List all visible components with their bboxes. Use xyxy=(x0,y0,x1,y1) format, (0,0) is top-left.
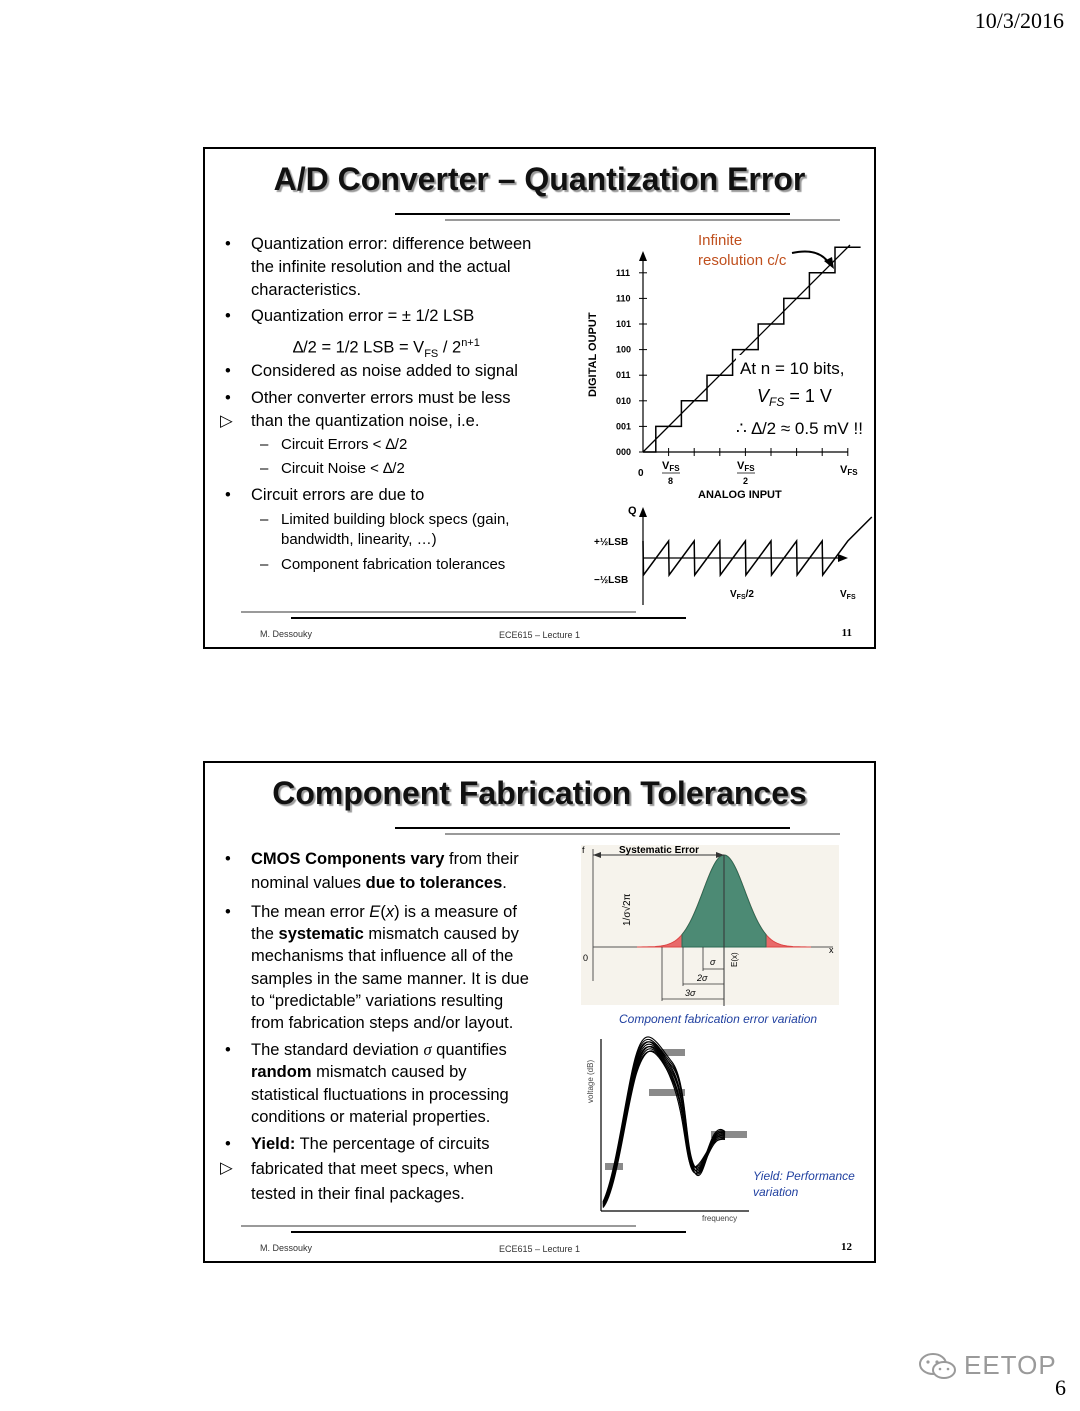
yield-curves xyxy=(603,1037,725,1208)
q-arrow-icon xyxy=(639,507,647,517)
bullet-text: Quantization error = ± 1/2 LSB xyxy=(251,307,475,325)
voltage-label: voltage (dB) xyxy=(586,1059,595,1103)
infinite-label-l1: Infinite xyxy=(698,232,743,249)
x-label: x xyxy=(829,945,834,955)
bullet-text: random mismatch caused by xyxy=(251,1063,467,1081)
slide-11 xyxy=(203,147,876,649)
sub-bullet-text: bandwidth, linearity, …) xyxy=(281,531,437,548)
bullet-text: mechanisms that influence all of the xyxy=(251,947,514,965)
dash: – xyxy=(260,460,269,477)
footer-author: M. Dessouky xyxy=(260,629,313,639)
bullet-text: Other converter errors must be less xyxy=(251,389,511,407)
frequency-label: frequency xyxy=(702,1214,738,1223)
bullet-text: The mean error E(x) is a measure of xyxy=(251,903,517,921)
three-sigma-label: 3σ xyxy=(685,988,696,998)
lsb-equation: ∆/2 = 1/2 LSB = $V_{FS} / 2^{n+1}$ xyxy=(293,337,480,360)
slide-title: A/D Converter – Quantization Error xyxy=(273,161,806,197)
y-code-101: 101 xyxy=(616,319,632,329)
triangle-marker-icon: ▷ xyxy=(220,1159,233,1177)
bullet-text: conditions or material properties. xyxy=(251,1108,491,1126)
yield-curve xyxy=(603,1042,725,1204)
bullet-text: Quantization error: difference between xyxy=(251,235,532,253)
bullet-text: from fabrication steps and/or layout. xyxy=(251,1014,514,1032)
f-label: f xyxy=(582,845,585,855)
note-l3: ∴ ∆/2 ≈ 0.5 mV !! xyxy=(736,419,863,438)
footer-rule-light xyxy=(241,1225,636,1227)
bullet-text: to “predictable” variations resulting xyxy=(251,992,504,1010)
y-code-010: 010 xyxy=(616,395,632,406)
note-l1: At n = 10 bits, xyxy=(740,359,845,378)
note-l2: $V_{FS} = 1$ V xyxy=(757,386,832,409)
dash: – xyxy=(260,556,269,573)
dash: – xyxy=(260,436,269,453)
page-date: 10/3/2016 xyxy=(974,8,1064,33)
sub-bullet-text: Circuit Errors < ∆/2 xyxy=(281,436,408,453)
minus-lsb: −½LSB xyxy=(594,575,629,586)
q-label: Q xyxy=(628,505,637,517)
y-code-011: 011 xyxy=(616,370,631,381)
gaussian-figure xyxy=(577,841,875,1031)
bullet-text: statistical fluctuations in processing xyxy=(251,1086,509,1104)
infinite-label-l2: resolution c/c xyxy=(698,252,787,269)
yield-curve xyxy=(603,1044,725,1204)
x-axis-label: ANALOG INPUT xyxy=(698,489,782,501)
x-vfs2-den: 2 xyxy=(743,476,749,486)
bullet-text: samples in the same manner. It is due xyxy=(251,970,529,988)
sub-bullet-text: Component fabrication tolerances xyxy=(281,556,506,573)
footer-rule-light xyxy=(241,611,636,613)
y-axis-label: DIGITAL OUPUT xyxy=(587,312,599,397)
slide-title: Component Fabrication Tolerances xyxy=(272,775,807,811)
watermark xyxy=(918,1350,1057,1381)
bullet-text: Considered as noise added to signal xyxy=(251,362,518,380)
footer-rule-dark xyxy=(291,617,686,619)
slide-number: 12 xyxy=(841,1241,852,1253)
systematic-error-label: Systematic Error xyxy=(619,845,700,856)
zero-label: 0 xyxy=(583,953,589,963)
x-vfs8: VFS xyxy=(662,460,680,473)
bullet-list xyxy=(205,149,585,589)
bullet-dot: • xyxy=(225,235,231,253)
y-code-110: 110 xyxy=(616,293,631,304)
sub-bullet-text: Limited building block specs (gain, xyxy=(281,511,510,528)
footer-author: M. Dessouky xyxy=(260,1243,313,1253)
q-vfs: $V_{FS}$ xyxy=(840,589,856,601)
x-vfs: VFS xyxy=(840,464,858,477)
y-arrow-icon xyxy=(639,251,647,261)
dash: – xyxy=(260,511,269,528)
y-code-111: 111 xyxy=(616,267,631,278)
adc-transfer-figure xyxy=(580,227,876,607)
bullet-dot: • xyxy=(225,1135,231,1153)
bullet-dot: • xyxy=(225,486,231,504)
y-code-001: 001 xyxy=(616,421,632,432)
caption-yield-l2: variation xyxy=(753,1185,799,1199)
watermark-text: EETOP xyxy=(964,1350,1057,1380)
bullet-text: CMOS Components vary from their xyxy=(251,850,519,868)
bullet-text: fabricated that meet specs, when xyxy=(251,1160,494,1178)
bullet-dot: • xyxy=(225,389,231,407)
y-code-100: 100 xyxy=(616,344,632,355)
bullet-dot: • xyxy=(225,362,231,380)
bullet-text: the infinite resolution and the actual xyxy=(251,258,511,276)
plus-lsb: +½LSB xyxy=(594,537,629,548)
bullet-text: the systematic mismatch caused by xyxy=(251,925,519,943)
slide-number: 11 xyxy=(841,627,852,639)
bullet-text: than the quantization noise, i.e. xyxy=(251,412,480,430)
page-number: 6 xyxy=(1055,1375,1066,1400)
sigma-label: σ xyxy=(710,957,716,967)
caption-yield-l1: Yield: Performance xyxy=(753,1169,855,1183)
ex-label: E(x) xyxy=(730,952,739,967)
q-x-arrow-icon xyxy=(838,554,848,562)
y-code-labels xyxy=(616,268,631,457)
two-sigma-label: 2σ xyxy=(697,973,708,983)
footer-course: ECE615 – Lecture 1 xyxy=(499,630,581,640)
q-vfs2: $V_{FS}/2$ xyxy=(730,589,754,601)
bullet-dot: • xyxy=(225,903,231,921)
bullet-dot: • xyxy=(225,307,231,325)
triangle-marker-icon: ▷ xyxy=(220,412,233,430)
bullet-dot: • xyxy=(225,1041,231,1059)
wechat-icon xyxy=(918,1351,958,1381)
bullet-dot: • xyxy=(225,850,231,868)
bullet-text: Circuit errors are due to xyxy=(251,486,425,504)
arrow-curve xyxy=(792,252,830,266)
bullet-text: The standard deviation σ quantifies xyxy=(251,1040,507,1059)
slide-12 xyxy=(203,761,876,1263)
sawtooth-curve xyxy=(643,517,872,575)
x-zero: 0 xyxy=(638,468,644,479)
bullet-text: Yield: The percentage of circuits xyxy=(251,1135,490,1153)
bullet-text: tested in their final packages. xyxy=(251,1185,465,1203)
bullet-text: characteristics. xyxy=(251,281,362,299)
bullet-list xyxy=(205,763,580,1213)
yield-figure xyxy=(577,1033,875,1223)
footer-rule-dark xyxy=(291,1231,686,1233)
x-vfs2: VFS xyxy=(737,460,755,473)
caption-fabrication: Component fabrication error variation xyxy=(619,1012,818,1026)
sub-bullet-text: Circuit Noise < ∆/2 xyxy=(281,460,405,477)
footer-course: ECE615 – Lecture 1 xyxy=(499,1244,581,1254)
y-code-000: 000 xyxy=(616,447,632,457)
yield-curve xyxy=(603,1042,725,1203)
y-formula: 1/σ√2π xyxy=(622,893,633,926)
bullet-text: nominal values due to tolerances. xyxy=(251,874,507,892)
x-vfs8-den: 8 xyxy=(668,476,674,486)
